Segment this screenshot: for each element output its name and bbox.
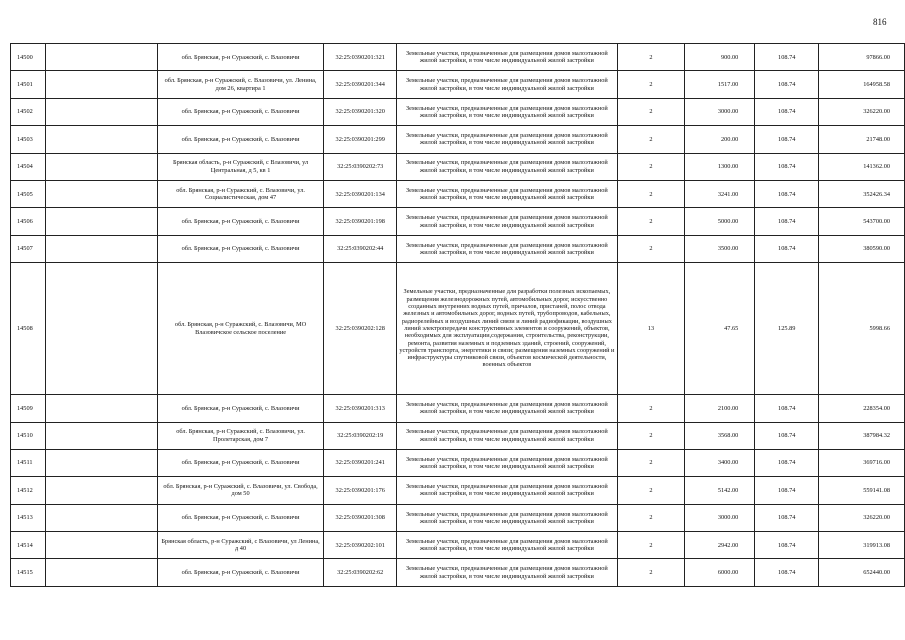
specific-value-cell: 108.74	[755, 44, 819, 71]
row-number: 14500	[11, 44, 46, 71]
address-cell: обл. Брянская, р-н Суражский, с. Влазовичи, ул. Ленина, дом 26, квартира 1	[157, 71, 324, 98]
category-cell: 2	[617, 395, 684, 422]
category-cell: 2	[617, 449, 684, 476]
empty-cell	[45, 153, 157, 180]
category-cell: 2	[617, 153, 684, 180]
table-row	[11, 235, 905, 262]
land-use-cell: Земельные участки, предназначенные для размещения домов малоэтажной жилой застройки, в том числе индивидуальной жилой застройки	[396, 71, 617, 98]
land-use-cell: Земельные участки, предназначенные для разработки полезных ископаемых, размещения железнодорожных путей, автомобильных дорог, искусственно созданных внутренних водных путей, причалов, пристаней, полос отвода железных и автомобильных дорог, водных путей, трубопроводов, кабельных, радиорелейных и воздушных линий связи и линий радиофикации, воздушных линий электропередачи конструктивных элементов и сооружений, объектов, необходимых для эксплуатации,содержания, строительства, реконструкции, ремонта, развития наземных и подземных зданий, строений, сооружений, устройств транспорта, энергетики и связи; размещения наземных сооружений и инфраструктуры спутниковой связи, объектов космической деятельности, военных объектов	[396, 263, 617, 395]
specific-value-cell: 108.74	[755, 559, 819, 586]
cadastral-value-cell: 326220.00	[819, 504, 905, 531]
cadastral-number-cell: 32:25:0390201:321	[324, 44, 396, 71]
area-cell: 5000.00	[685, 208, 755, 235]
cadastral-number-cell: 32:25:0390201:134	[324, 180, 396, 207]
table-row	[11, 559, 905, 586]
specific-value-cell: 108.74	[755, 208, 819, 235]
address-cell: обл. Брянская, р-н Суражский, с. Влазовичи	[157, 395, 324, 422]
category-cell: 2	[617, 44, 684, 71]
address-cell: обл. Брянская, р-н Суражский, с. Влазовичи, МО Влазовичское сельское поселение	[157, 263, 324, 395]
row-number: 14507	[11, 235, 46, 262]
specific-value-cell: 108.74	[755, 532, 819, 559]
empty-cell	[45, 126, 157, 153]
area-cell: 3400.00	[685, 449, 755, 476]
land-use-cell: Земельные участки, предназначенные для размещения домов малоэтажной жилой застройки, в том числе индивидуальной жилой застройки	[396, 126, 617, 153]
cadastral-number-cell: 32:25:0390201:313	[324, 395, 396, 422]
empty-cell	[45, 395, 157, 422]
cadastral-value-cell: 559141.08	[819, 477, 905, 504]
cadastral-value-cell: 21748.00	[819, 126, 905, 153]
cadastral-number-cell: 32:25:0390201:308	[324, 504, 396, 531]
empty-cell	[45, 504, 157, 531]
cadastral-value-cell: 319913.08	[819, 532, 905, 559]
cadastral-number-cell: 32:25:0390202:62	[324, 559, 396, 586]
table-row	[11, 98, 905, 125]
row-number: 14514	[11, 532, 46, 559]
table-row	[11, 153, 905, 180]
cadastral-value-cell: 380590.00	[819, 235, 905, 262]
row-number: 14511	[11, 449, 46, 476]
address-cell: обл. Брянская, р-н Суражский, с. Влазовичи	[157, 126, 324, 153]
land-use-cell: Земельные участки, предназначенные для размещения домов малоэтажной жилой застройки, в том числе индивидуальной жилой застройки	[396, 559, 617, 586]
category-cell: 2	[617, 235, 684, 262]
specific-value-cell: 108.74	[755, 449, 819, 476]
cadastral-number-cell: 32:25:0390201:241	[324, 449, 396, 476]
land-use-cell: Земельные участки, предназначенные для размещения домов малоэтажной жилой застройки, в том числе индивидуальной жилой застройки	[396, 477, 617, 504]
specific-value-cell: 108.74	[755, 153, 819, 180]
cadastral-value-cell: 369716.00	[819, 449, 905, 476]
cadastral-value-cell: 228354.00	[819, 395, 905, 422]
category-cell: 2	[617, 477, 684, 504]
land-use-cell: Земельные участки, предназначенные для размещения домов малоэтажной жилой застройки, в том числе индивидуальной жилой застройки	[396, 422, 617, 449]
empty-cell	[45, 98, 157, 125]
row-number: 14502	[11, 98, 46, 125]
land-use-cell: Земельные участки, предназначенные для размещения домов малоэтажной жилой застройки, в том числе индивидуальной жилой застройки	[396, 504, 617, 531]
land-use-cell: Земельные участки, предназначенные для размещения домов малоэтажной жилой застройки, в том числе индивидуальной жилой застройки	[396, 208, 617, 235]
row-number: 14509	[11, 395, 46, 422]
area-cell: 1517.00	[685, 71, 755, 98]
cadastral-number-cell: 32:25:0390201:320	[324, 98, 396, 125]
empty-cell	[45, 263, 157, 395]
category-cell: 2	[617, 208, 684, 235]
empty-cell	[45, 235, 157, 262]
specific-value-cell: 108.74	[755, 126, 819, 153]
address-cell: обл. Брянская, р-н Суражский, с. Влазовичи, ул. Социалистическая, дом 47	[157, 180, 324, 207]
empty-cell	[45, 449, 157, 476]
address-cell: обл. Брянская, р-н Суражский, с. Влазовичи	[157, 504, 324, 531]
table-row	[11, 44, 905, 71]
land-use-cell: Земельные участки, предназначенные для размещения домов малоэтажной жилой застройки, в том числе индивидуальной жилой застройки	[396, 449, 617, 476]
land-use-cell: Земельные участки, предназначенные для размещения домов малоэтажной жилой застройки, в том числе индивидуальной жилой застройки	[396, 180, 617, 207]
row-number: 14510	[11, 422, 46, 449]
table-row	[11, 126, 905, 153]
specific-value-cell: 108.74	[755, 477, 819, 504]
page-number: 816	[873, 17, 887, 27]
row-number: 14513	[11, 504, 46, 531]
area-cell: 3000.00	[685, 98, 755, 125]
area-cell: 3500.00	[685, 235, 755, 262]
cadastral-value-cell: 543700.00	[819, 208, 905, 235]
address-cell: обл. Брянская, р-н Суражский, с. Влазовичи	[157, 559, 324, 586]
row-number: 14512	[11, 477, 46, 504]
area-cell: 6000.00	[685, 559, 755, 586]
address-cell: обл. Брянская, р-н Суражский, с. Влазовичи	[157, 235, 324, 262]
area-cell: 900.00	[685, 44, 755, 71]
area-cell: 2942.00	[685, 532, 755, 559]
cadastral-number-cell: 32:25:0390202:101	[324, 532, 396, 559]
table-row	[11, 208, 905, 235]
cadastral-value-cell: 352426.34	[819, 180, 905, 207]
row-number: 14508	[11, 263, 46, 395]
empty-cell	[45, 180, 157, 207]
cadastral-value-cell: 141362.00	[819, 153, 905, 180]
address-cell: обл. Брянская, р-н Суражский, с. Влазовичи	[157, 449, 324, 476]
empty-cell	[45, 559, 157, 586]
table-body	[11, 44, 905, 587]
row-number: 14501	[11, 71, 46, 98]
address-cell: обл. Брянская, р-н Суражский, с. Влазовичи	[157, 98, 324, 125]
land-use-cell: Земельные участки, предназначенные для размещения домов малоэтажной жилой застройки, в том числе индивидуальной жилой застройки	[396, 532, 617, 559]
category-cell: 13	[617, 263, 684, 395]
cadastral-number-cell: 32:25:0390202:19	[324, 422, 396, 449]
area-cell: 3000.00	[685, 504, 755, 531]
cadastral-value-cell: 5998.66	[819, 263, 905, 395]
empty-cell	[45, 532, 157, 559]
area-cell: 3241.00	[685, 180, 755, 207]
address-cell: обл. Брянская, р-н Суражский, с. Влазовичи	[157, 208, 324, 235]
table-row	[11, 477, 905, 504]
table-row	[11, 504, 905, 531]
table-row	[11, 395, 905, 422]
cadastral-number-cell: 32:25:0390201:299	[324, 126, 396, 153]
land-use-cell: Земельные участки, предназначенные для размещения домов малоэтажной жилой застройки, в том числе индивидуальной жилой застройки	[396, 98, 617, 125]
category-cell: 2	[617, 180, 684, 207]
land-use-cell: Земельные участки, предназначенные для размещения домов малоэтажной жилой застройки, в том числе индивидуальной жилой застройки	[396, 44, 617, 71]
category-cell: 2	[617, 559, 684, 586]
empty-cell	[45, 44, 157, 71]
cadastral-value-cell: 652440.00	[819, 559, 905, 586]
empty-cell	[45, 422, 157, 449]
cadastral-value-table	[10, 43, 905, 587]
row-number: 14515	[11, 559, 46, 586]
row-number: 14506	[11, 208, 46, 235]
category-cell: 2	[617, 422, 684, 449]
land-use-cell: Земельные участки, предназначенные для размещения домов малоэтажной жилой застройки, в том числе индивидуальной жилой застройки	[396, 395, 617, 422]
category-cell: 2	[617, 71, 684, 98]
specific-value-cell: 108.74	[755, 504, 819, 531]
land-use-cell: Земельные участки, предназначенные для размещения домов малоэтажной жилой застройки, в том числе индивидуальной жилой застройки	[396, 153, 617, 180]
table-row	[11, 180, 905, 207]
specific-value-cell: 108.74	[755, 395, 819, 422]
cadastral-number-cell: 32:25:0390202:73	[324, 153, 396, 180]
empty-cell	[45, 208, 157, 235]
cadastral-number-cell: 32:25:0390202:128	[324, 263, 396, 395]
address-cell: обл. Брянская, р-н Суражский, с. Влазовичи	[157, 44, 324, 71]
area-cell: 1300.00	[685, 153, 755, 180]
address-cell: обл. Брянская, р-н Суражский, с. Влазовичи, ул. Свобода, дом 50	[157, 477, 324, 504]
cadastral-number-cell: 32:25:0390201:198	[324, 208, 396, 235]
cadastral-value-cell: 387984.32	[819, 422, 905, 449]
table-row	[11, 532, 905, 559]
cadastral-number-cell: 32:25:0390201:344	[324, 71, 396, 98]
table-row	[11, 263, 905, 395]
table-row	[11, 422, 905, 449]
row-number: 14504	[11, 153, 46, 180]
table-row	[11, 71, 905, 98]
area-cell: 2100.00	[685, 395, 755, 422]
specific-value-cell: 108.74	[755, 98, 819, 125]
cadastral-number-cell: 32:25:0390202:44	[324, 235, 396, 262]
address-cell: Брянская область, р-н Суражский, с Влазовичи, ул Ленина, д 40	[157, 532, 324, 559]
cadastral-value-cell: 164958.58	[819, 71, 905, 98]
empty-cell	[45, 477, 157, 504]
address-cell: обл. Брянская, р-н Суражский, с. Влазовичи, ул. Пролетарская, дом 7	[157, 422, 324, 449]
row-number: 14505	[11, 180, 46, 207]
area-cell: 5142.00	[685, 477, 755, 504]
specific-value-cell: 108.74	[755, 180, 819, 207]
land-use-cell: Земельные участки, предназначенные для размещения домов малоэтажной жилой застройки, в том числе индивидуальной жилой застройки	[396, 235, 617, 262]
empty-cell	[45, 71, 157, 98]
address-cell: Брянская область, р-н Суражский, с Влазовичи, ул Центральная, д 5, кв 1	[157, 153, 324, 180]
cadastral-value-cell: 326220.00	[819, 98, 905, 125]
cadastral-number-cell: 32:25:0390201:176	[324, 477, 396, 504]
row-number: 14503	[11, 126, 46, 153]
cadastral-value-cell: 97866.00	[819, 44, 905, 71]
specific-value-cell: 125.89	[755, 263, 819, 395]
specific-value-cell: 108.74	[755, 71, 819, 98]
area-cell: 200.00	[685, 126, 755, 153]
specific-value-cell: 108.74	[755, 422, 819, 449]
specific-value-cell: 108.74	[755, 235, 819, 262]
table-row	[11, 449, 905, 476]
category-cell: 2	[617, 126, 684, 153]
category-cell: 2	[617, 504, 684, 531]
area-cell: 47.65	[685, 263, 755, 395]
category-cell: 2	[617, 98, 684, 125]
area-cell: 3568.00	[685, 422, 755, 449]
category-cell: 2	[617, 532, 684, 559]
